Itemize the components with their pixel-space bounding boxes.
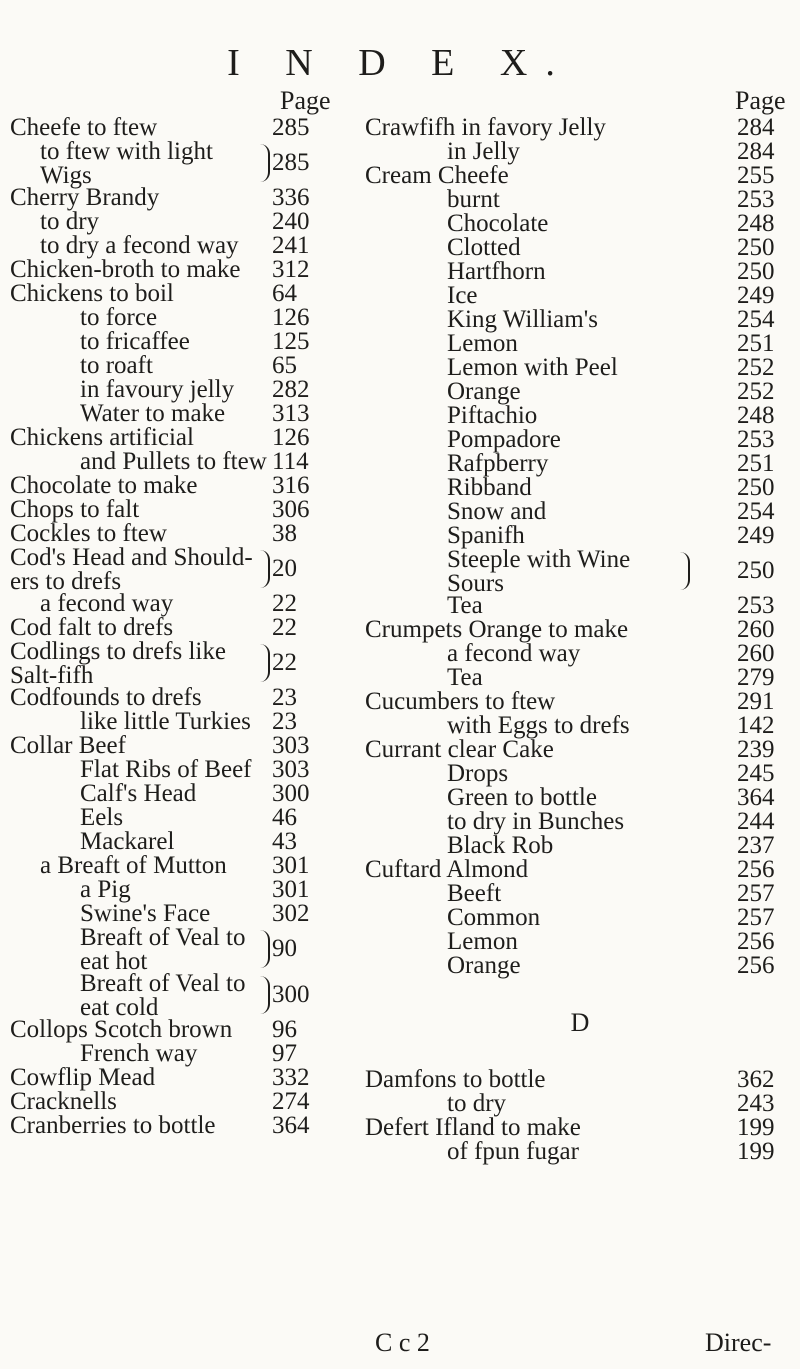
entry-text: Swine's Face [80,900,211,927]
page-number: 248 [737,210,775,237]
page-number: 316 [272,472,310,499]
entry-text: a Pig [80,876,131,903]
entry-text [10,640,226,688]
entry-text: burnt [447,186,500,213]
entry-text: in favoury jelly [80,376,235,403]
brace-mark [260,976,270,1014]
index-entry [365,404,795,428]
index-entry [365,834,795,858]
page-number: 260 [737,640,775,667]
entry-text: a fecond way [40,590,174,617]
entry-text: Orange [447,378,521,405]
brace-mark [680,552,690,590]
index-entry [10,426,355,450]
index-entry [10,306,355,330]
brace-mark [260,644,270,682]
index-entry [365,524,795,548]
entry-text: a fecond way [447,640,581,667]
index-entry [365,714,795,738]
index-entry [10,474,355,498]
entry-text [80,926,245,974]
page-number: 253 [737,186,775,213]
index-entry [10,782,355,806]
page-number: 244 [737,808,775,835]
entry-text: Clotted [447,234,521,261]
entry-text: Lemon [447,330,518,357]
index-entry [365,476,795,500]
index-entry [365,906,795,930]
index-entry [365,212,795,236]
entry-text: Cucumbers to ftew [365,688,556,715]
index-entry [365,308,795,332]
page-number: 313 [272,400,310,427]
index-entry [10,498,355,522]
page-number: 126 [272,424,310,451]
index-entry [10,638,355,689]
entry-text: Collops Scotch brown [10,1016,233,1043]
page-number: 251 [737,330,775,357]
entry-text: Crumpets Orange to make [365,616,629,643]
index-entry [365,666,795,690]
page-number: 250 [737,258,775,285]
page-number: 312 [272,256,310,283]
page-label: Page [280,86,331,115]
entry-text: Cod falt to drefs [10,614,174,641]
index-entry [365,810,795,834]
page-number: 250 [737,474,775,501]
brace-mark [260,550,270,588]
entry-text: to roaft [80,352,153,379]
entry-line: Sours [447,570,504,597]
index-entry [365,690,795,714]
index-entry [365,954,795,978]
page-number: 284 [737,138,775,165]
entry-line: eat cold [80,994,159,1021]
entry-text: Cockles to ftew [10,520,167,547]
page-number: 282 [272,376,310,403]
index-entry [10,544,355,595]
page-number: 199 [737,1114,775,1141]
index-entry [365,140,795,164]
index-entry [10,1018,355,1042]
index-entry [10,686,355,710]
page-number: 336 [272,184,310,211]
page-number: 284 [737,114,775,141]
page-number: 250 [737,557,775,584]
page-number: 303 [272,732,310,759]
entry-text: Defert Ifland to make [365,1114,581,1141]
page-number: 97 [272,1040,297,1067]
index-entry [10,1114,355,1138]
index-column-left [10,86,355,1138]
page-number: 249 [737,522,775,549]
page-number: 303 [272,756,310,783]
entry-text: to dry [447,1090,507,1117]
entry-text: Snow and [447,498,547,525]
index-entry [10,378,355,402]
page-number: 251 [737,450,775,477]
page-number: 90 [272,935,297,962]
page-number: 364 [272,1112,310,1139]
page-number: 22 [272,614,297,641]
entry-text: and Pullets to ftew [80,448,267,475]
entry-line: Steeple with Wine [447,546,631,573]
page-number: 256 [737,952,775,979]
index-entry [10,710,355,734]
entry-text: Chicken-broth to make [10,256,241,283]
entry-text: Lemon with Peel [447,354,618,381]
index-entry [10,282,355,306]
page-number: 65 [272,352,297,379]
index-entry [10,330,355,354]
page-number: 306 [272,496,310,523]
page-number: 46 [272,804,297,831]
entry-text: in Jelly [447,138,520,165]
index-entry [10,402,355,426]
entry-line: Breaft of Veal to [80,970,246,997]
index-entry [10,924,355,975]
page-number: 20 [272,555,297,582]
entry-text: Cowflip Mead [10,1064,156,1091]
page-number: 254 [737,306,775,333]
index-entry [10,970,355,1021]
index-entry [10,806,355,830]
entry-text: Currant clear Cake [365,736,554,763]
entry-text: Ribband [447,474,532,501]
brace-mark [260,930,270,968]
page-number: 142 [737,712,775,739]
index-entry [365,930,795,954]
section-letter: D [570,1008,590,1037]
entry-text: Crawfifh in favory Jelly [365,114,606,141]
entry-list [365,116,795,1164]
index-entry [365,356,795,380]
entry-text: Rafpberry [447,450,549,477]
entry-text: Common [447,904,541,931]
index-entry [365,284,795,308]
index-entry [10,734,355,758]
index-entry [10,234,355,258]
entry-text: to fricaffee [80,328,190,355]
entry-text: to dry in Bunches [447,808,625,835]
index-entry [365,116,795,140]
page-number: 249 [737,282,775,309]
entry-text: to dry [40,208,100,235]
index-entry [10,116,355,140]
page-number: 43 [272,828,297,855]
page-number: 257 [737,904,775,931]
entry-text: Black Rob [447,832,554,859]
entry-text: Chops to falt [10,496,140,523]
index-column-right [365,86,795,1164]
entry-text: Mackarel [80,828,175,855]
entry-text: Collar Beef [10,732,126,759]
index-entry [365,164,795,188]
index-entry [365,882,795,906]
page-number: 260 [737,616,775,643]
entry-text: Ice [447,282,478,309]
entry-text: Cracknells [10,1088,117,1115]
index-entry [10,830,355,854]
brace-mark [260,144,270,182]
page-number: 125 [272,328,310,355]
page-number: 274 [272,1088,310,1115]
index-entry [365,1068,795,1092]
entry-text: a Breaft of Mutton [40,852,227,879]
page-number: 291 [737,688,775,715]
entry-text: King William's [447,306,598,333]
index-entry [10,138,355,189]
index-entry [365,762,795,786]
index-entry [365,236,795,260]
entry-text: Chickens to boil [10,280,174,307]
page-number: 255 [737,162,775,189]
entry-text [80,972,245,1020]
entry-text: Chocolate to make [10,472,198,499]
index-entry [365,332,795,356]
entry-text: Drops [447,760,509,787]
index-entry [365,786,795,810]
entry-text: French way [80,1040,198,1067]
index-entry [365,188,795,212]
entry-text: Tea [447,592,483,619]
page-number: 245 [737,760,775,787]
entry-text: to force [80,304,158,331]
page-number: 114 [272,448,309,475]
entry-text: like little Turkies [80,708,251,735]
index-entry [10,1042,355,1066]
entry-text: with Eggs to drefs [447,712,630,739]
index-entry [365,380,795,404]
page-label: Page [735,86,786,115]
entry-text: Water to make [80,400,226,427]
index-entry [365,1092,795,1116]
index-entry [365,452,795,476]
page-number: 285 [272,114,310,141]
index-entry [10,758,355,782]
page-number: 301 [272,852,310,879]
index-entry [365,546,795,597]
entry-text: Spanifh [447,522,525,549]
page-number: 364 [737,784,775,811]
page-number: 22 [272,590,297,617]
entry-text: Cuftard Almond [365,856,529,883]
page-number: 199 [737,1138,775,1165]
entry-list [10,116,355,1138]
index-entry [10,616,355,640]
page-number: 23 [272,708,297,735]
entry-text: Cherry Brandy [10,184,160,211]
entry-text: Chocolate [447,210,549,237]
entry-text [447,548,630,596]
index-entry [365,618,795,642]
index-entry [365,260,795,284]
entry-text [10,546,253,594]
entry-text: Cheefe to ftew [10,114,158,141]
entry-text: Pompadore [447,426,561,453]
page-number: 248 [737,402,775,429]
entry-text: Tea [447,664,483,691]
index-entry [10,1066,355,1090]
index-entry [10,1090,355,1114]
entry-text: Cream Cheefe [365,162,509,189]
index-entry [365,1116,795,1140]
signature-mark: C c 2 [375,1328,430,1357]
entry-text: Lemon [447,928,518,955]
entry-line: Cod's Head and Should- [10,544,253,571]
index-entry [10,258,355,282]
page-number: 253 [737,426,775,453]
index-entry [10,592,355,616]
index-entry [365,642,795,666]
page-number: 250 [737,234,775,261]
page-number: 302 [272,900,310,927]
page-number: 279 [737,664,775,691]
entry-text: Damfons to bottle [365,1066,546,1093]
entry-line: Breaft of Veal to [80,924,246,951]
entry-text: Piftachio [447,402,538,429]
entry-line: to ftew with light [40,138,213,165]
entry-text [40,140,213,188]
page-number: 301 [272,876,310,903]
page-number: 243 [737,1090,775,1117]
entry-line: ers to drefs [10,568,122,595]
page-number: 96 [272,1016,297,1043]
index-entry [10,902,355,926]
entry-text: Orange [447,952,521,979]
entry-line: eat hot [80,948,148,975]
page-number: 257 [737,880,775,907]
page-number: 300 [272,780,310,807]
page-number: 38 [272,520,297,547]
page-number: 256 [737,928,775,955]
page-number: 256 [737,856,775,883]
page-number: 240 [272,208,310,235]
entry-text: Codfounds to drefs [10,684,202,711]
page-number: 253 [737,592,775,619]
page-number: 241 [272,232,310,259]
page-number: 237 [737,832,775,859]
index-entry [10,522,355,546]
page-number: 252 [737,354,775,381]
entry-text: Cranberries to bottle [10,1112,216,1139]
page-number: 362 [737,1066,775,1093]
page-number: 23 [272,684,297,711]
page-number: 22 [272,649,297,676]
index-entry [10,450,355,474]
index-entry [365,594,795,618]
index-entry [365,428,795,452]
entry-text: to dry a fecond way [40,232,239,259]
catchword: Direc- [705,1328,772,1357]
entry-line: Salt-fifh [10,662,94,689]
page-number: 64 [272,280,297,307]
index-entry [10,854,355,878]
page-number: 239 [737,736,775,763]
index-entry [10,186,355,210]
page-number: 254 [737,498,775,525]
index-heading: I N D E X. [227,42,573,84]
entry-text: Beeft [447,880,502,907]
page-number: 332 [272,1064,310,1091]
index-entry [365,738,795,762]
page-number: 252 [737,378,775,405]
entry-text: Chickens artificial [10,424,194,451]
index-entry [10,210,355,234]
index-entry [10,354,355,378]
entry-text: Flat Ribs of Beef [80,756,252,783]
entry-text: of fpun fugar [447,1138,579,1165]
entry-text: Green to bottle [447,784,597,811]
page-number: 285 [272,149,310,176]
entry-line: Wigs [40,162,92,189]
index-entry [365,858,795,882]
page-number: 300 [272,981,310,1008]
entry-line: Codlings to drefs like [10,638,226,665]
entry-text: Hartfhorn [447,258,546,285]
index-entry [10,878,355,902]
entry-text: Eels [80,804,124,831]
page-number: 126 [272,304,310,331]
index-entry [365,500,795,524]
index-entry [365,1140,795,1164]
entry-text: Calf's Head [80,780,197,807]
